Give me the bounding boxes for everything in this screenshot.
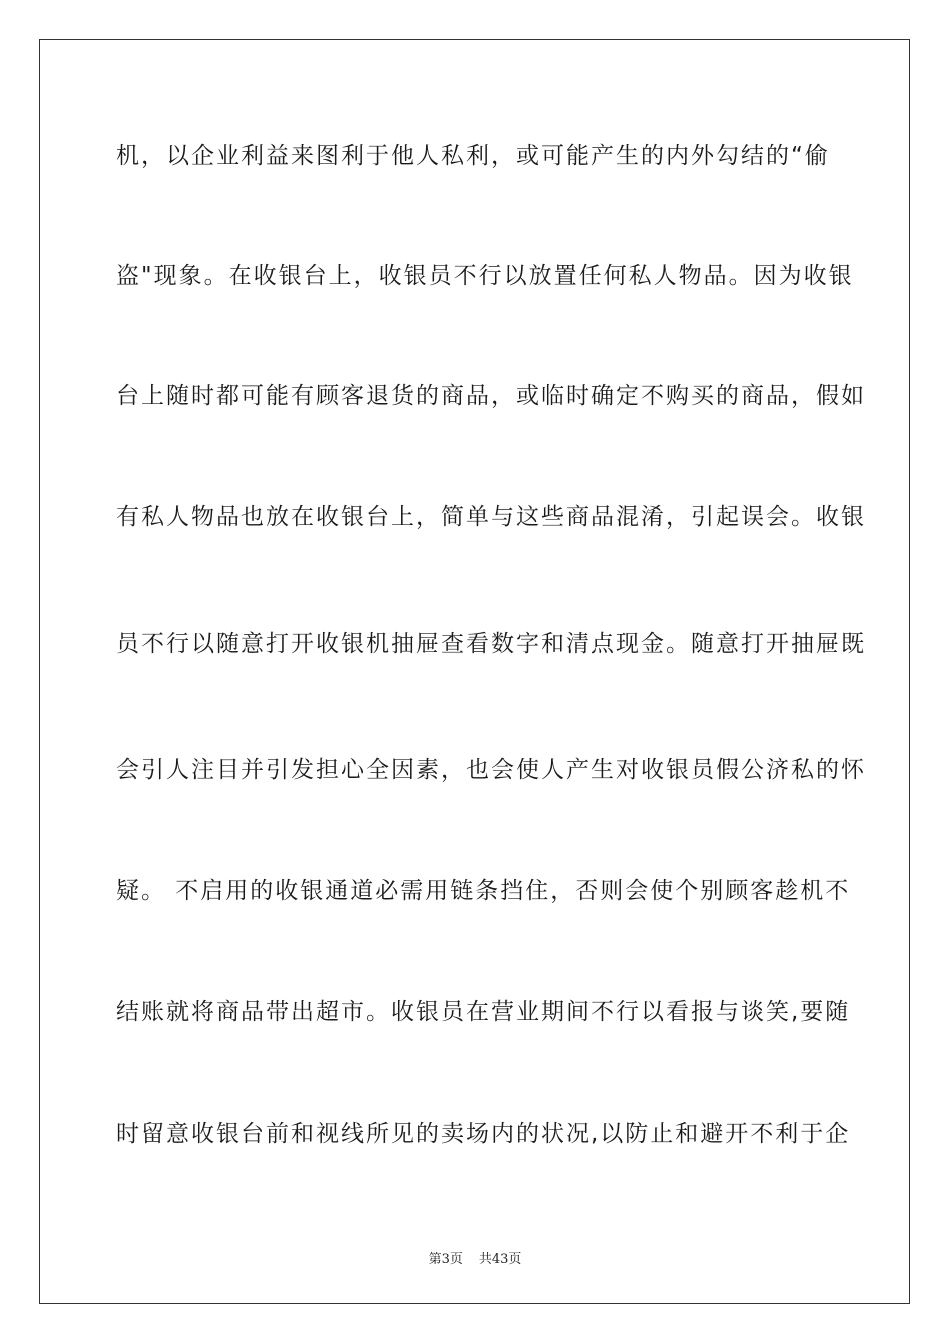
- text-line-9: 时留意收银台前和视线所见的卖场内的状况,以防止和避开不利于企: [116, 1121, 851, 1147]
- text-line-1: 机，以企业利益来图利于他人私利，或可能产生的内外勾结的“偷: [116, 143, 830, 169]
- text-line-2: 盗"现象。在收银台上，收银员不行以放置任何私人物品。因为收银: [116, 263, 854, 289]
- text-line-5: 员不行以随意打开收银机抽屉查看数字和清点现金。随意打开抽屉既: [116, 631, 866, 657]
- text-line-3: 台上随时都可能有顾客退货的商品，或临时确定不购买的商品，假如: [116, 383, 866, 409]
- page-footer: [0, 1248, 950, 1267]
- page-total: 共43页: [478, 1252, 522, 1267]
- page-border: [39, 39, 910, 1304]
- text-line-6: 会引人注目并引发担心全因素，也会使人产生对收银员假公济私的怀: [116, 757, 866, 783]
- text-line-7: 疑。 不启用的收银通道必需用链条挡住，否则会使个别顾客趁机不: [116, 878, 851, 904]
- text-line-8: 结账就将商品带出超市。收银员在营业期间不行以看报与谈笑,要随: [116, 999, 851, 1025]
- page-number: 第3页: [428, 1252, 463, 1267]
- text-line-4: 有私人物品也放在收银台上，简单与这些商品混淆，引起误会。收银: [116, 504, 866, 530]
